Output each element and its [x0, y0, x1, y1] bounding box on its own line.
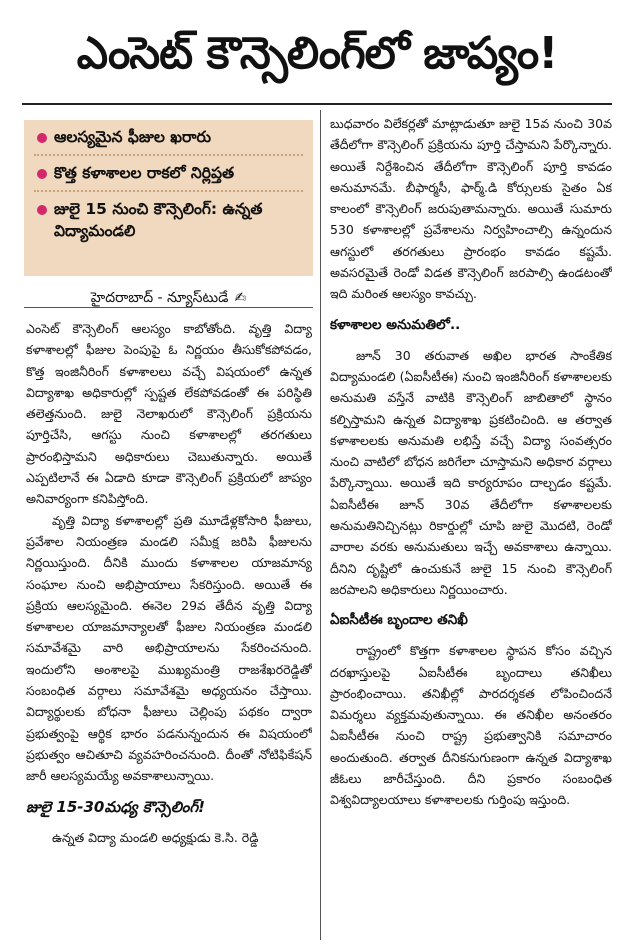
dateline — [24, 284, 313, 312]
dateline-text: హైదరాబాద్ - న్యూస్‌టుడే — [90, 290, 229, 306]
right-column — [330, 113, 612, 940]
bullet-icon — [37, 169, 47, 179]
paragraph: ఉన్నత విద్యా మండలి అధ్యక్షుడు కె.సి. రెడ్డి — [52, 829, 259, 845]
paragraph: ఎంసెట్ కౌన్సెలింగ్ ఆలస్యం కాబోతోంది. వృత్తి విద్యా కళాశాలల్లో ఫీజుల పెంపుపై ఓ నిర్ణయం తీసుకోకపోవడం, కొత్త ఇంజినీరింగ్ కళాశాలలు వచ్చే విషయంలో ఉన్నత విద్యాశాఖ అధికారుల్లో స్పష్టత లేకపోవడంతో ఈ పరిస్థితి తలెత్తనుంది. జులై నెలాఖరులో కౌన్సెలింగ్ ప్రక్రియను పూర్తిచేసి, ఆగస్టు నుంచి కళాశాలల్లో తరగతులు ప్రారంభిస్తామని అధికారులు చెబుతున్నారు. అయితే ఎప్పటిలానే ఈ ఏడాది కూడా కౌన్సెలింగ్ ప్రక్రియలో జాప్యం అనివార్యంగా కనిపిస్తోంది. — [26, 321, 312, 507]
highlight-text: కొత్త కళాశాలల రాకలో నిర్లిప్తత — [54, 164, 235, 182]
column-divider — [320, 110, 321, 940]
pen-icon: ✍ — [234, 290, 247, 306]
highlight-text: ఆలస్యమైన ఫీజుల ఖరారు — [54, 128, 212, 146]
highlight-separator — [34, 190, 303, 192]
dateline-rule — [24, 307, 313, 308]
section-subheading: ఏఐసీటీఈ బృందాల తనిఖీ — [330, 612, 468, 629]
highlights-box — [24, 120, 313, 276]
section-subheading: కళాశాలల అనుమతిలో.. — [330, 316, 461, 333]
headline: ఎంసెట్ కౌన్సెలింగ్‌లో జాప్యం! — [76, 28, 558, 79]
left-column — [26, 318, 312, 940]
paragraph: బుధవారం విలేకర్లతో మాట్లాడుతూ జులై 15వ నుంచి 30వ తేదీలోగా కౌన్సెలింగ్ ప్రక్రియను పూర్తి చేస్తామని పేర్కొన్నారు. అయితే నిర్దేశించిన తేదీలోగా కౌన్సెలింగ్ పూర్తి కావడం అనుమానమే. బీఫార్మసీ, ఫార్మ్.డి కోర్సులకు సైతం ఏక కాలంలో కౌన్సెలింగ్ జరుపుతామన్నారు. అయితే సుమారు 530 కళాశాలల్లో ప్రవేశాలను నిర్వహించాల్సి ఉన్నందున ఆగస్టులో తరగతులు ప్రారంభం కావడం కష్టమే. అవసరమైతే రెండో విడత కౌన్సెలింగ్ జరపాల్సి ఉండటంతో ఇది మరింత ఆలస్యం కావచ్చు. — [330, 116, 612, 302]
paragraph: జూన్ 30 తరువాత అఖిల భారత సాంకేతిక విద్యామండలి (ఏఐసీటీఈ) నుంచి ఇంజినీరింగ్ కళాశాలలకు అనుమతి వస్తేనే వాటికి కౌన్సెలింగ్ జాబితాలో స్థానం కల్పిస్తామని ఉన్నత విద్యాశాఖ ప్రకటించింది. ఆ తర్వాత కళాశాలలకు అనుమతి లభిస్తే వచ్చే విద్యా సంవత్సరం నుంచి వాటిలో బోధన జరిగేలా చూస్తామని అధికార వర్గాలు పేర్కొన్నాయి. అయితే ఇది కార్యరూపం దాల్చడం కష్టమే. ఏఐసీటీఈ జూన్ 30వ తేదీలోగా కళాశాలలకు అనుమతినిచ్చినట్లు రికార్డుల్లో చూపి జులై మొదటి, రెండో వారాల వరకు అనుమతులు ఇచ్చే అవకాశాలు ఉన్నాయి. దీనిని దృష్టిలో ఉంచుకునే జులై 15 నుంచి కౌన్సెలింగ్ జరపాలని అధికారులు నిర్ణయించారు. — [330, 347, 612, 597]
headline-rule — [22, 103, 612, 105]
paragraph: వృత్తి విద్యా కళాశాలల్లో ప్రతి మూడేళ్లకోసారి ఫీజులు, ప్రవేశాల నియంత్రణ మండలి సమీక్ష జరిపి ఫీజులను నిర్ణయిస్తుంది. దీనికి ముందు కళాశాలల యాజమాన్య సంఘాల నుంచి అభిప్రాయాలు సేకరిస్తుంది. అయితే ఈ ప్రక్రియ ఆలస్యమైంది. ఈనెల 29వ తేదీన వృత్తి విద్యా కళాశాలల యాజమాన్యాలతో ఫీజుల నియంత్రణ మండలి సమావేశమై వారి అభిప్రాయాలను సేకరించనుంది. ఇందులోని అంశాలపై ముఖ్యమంత్రి రాజశేఖరరెడ్డితో సంబంధిత వర్గాలు సమావేశమై అధ్యయనం చేస్తాయి. విద్యార్థులకు బోధనా ఫీజులు చెల్లింపు పథకం ద్వారా ప్రభుత్వంపై ఆర్థిక భారం పడనున్నందున ఈ విషయంలో ప్రభుత్వం ఆచితూచి వ్యవహరించనుంది. దీంతో నోటిఫికేషన్ జారీ ఆలస్యమయ్యే అవకాశాలున్నాయి. — [26, 512, 312, 784]
bullet-icon — [37, 205, 47, 215]
highlight-separator — [34, 154, 303, 156]
section-subheading: జులై 15-30మధ్య కౌన్సెలింగ్! — [26, 797, 205, 816]
bullet-icon — [37, 133, 47, 143]
highlight-item — [34, 198, 303, 242]
highlight-item — [34, 162, 303, 184]
highlight-item — [34, 126, 303, 148]
paragraph: రాష్ట్రంలో కొత్తగా కళాశాలల స్థాపన కోసం వచ్చిన దరఖాస్తులపై ఏఐసీటీఈ బృందాలు తనిఖీలు ప్రారంభించాయి. తనిఖీల్లో పారదర్శకత లోపించిందనే విమర్శలు వ్యక్తమవుతున్నాయి. ఈ తనిఖీల అనంతరం ఏఐసీటీఈ నుంచి రాష్ట్ర ప్రభుత్వానికి సమాచారం అందుతుంది. తర్వాత దీనికనుగుణంగా ఉన్నత విద్యాశాఖ జీఓలు జారీచేస్తుంది. దీని ప్రకారం సంబంధిత విశ్వవిద్యాలయాలు కళాశాలలకు గుర్తింపు ఇస్తుంది. — [330, 643, 612, 808]
highlight-text: జులై 15 నుంచి కౌన్సెలింగ్: ఉన్నత విద్యామండలి — [54, 200, 263, 240]
